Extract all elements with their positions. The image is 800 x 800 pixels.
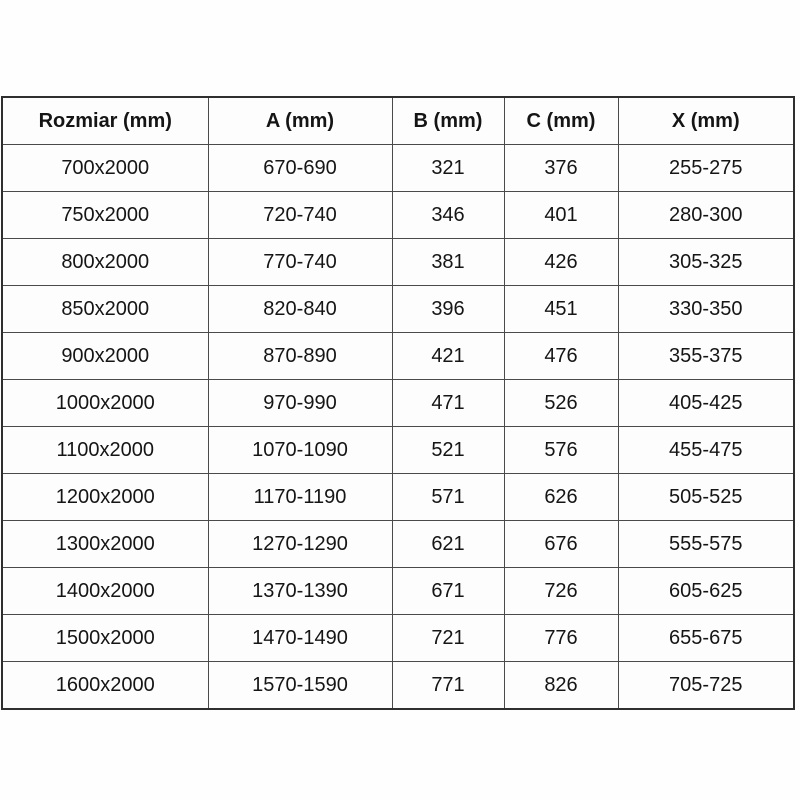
table-row: [2, 427, 794, 474]
table-body: [2, 145, 794, 710]
table-cell: 700x2000: [2, 145, 208, 192]
table-cell: 726: [504, 568, 618, 615]
table-cell: 321: [392, 145, 504, 192]
table-row: [2, 662, 794, 710]
table-cell: 1600x2000: [2, 662, 208, 710]
table-cell: 421: [392, 333, 504, 380]
table-cell: 451: [504, 286, 618, 333]
table-cell: 1200x2000: [2, 474, 208, 521]
table-cell: 405-425: [618, 380, 794, 427]
table-cell: 346: [392, 192, 504, 239]
table-cell: 555-575: [618, 521, 794, 568]
table-cell: 526: [504, 380, 618, 427]
table-row: [2, 145, 794, 192]
table-row: [2, 521, 794, 568]
table-cell: 571: [392, 474, 504, 521]
table-cell: 721: [392, 615, 504, 662]
table-cell: 900x2000: [2, 333, 208, 380]
table-row: [2, 333, 794, 380]
table-cell: 770-740: [208, 239, 392, 286]
dimensions-table: [1, 96, 795, 710]
table-cell: 521: [392, 427, 504, 474]
table-cell: 720-740: [208, 192, 392, 239]
table-cell: 1300x2000: [2, 521, 208, 568]
table-cell: 676: [504, 521, 618, 568]
table-cell: 705-725: [618, 662, 794, 710]
table-cell: 1170-1190: [208, 474, 392, 521]
table-cell: 1470-1490: [208, 615, 392, 662]
table-cell: 870-890: [208, 333, 392, 380]
table-cell: 1500x2000: [2, 615, 208, 662]
table-cell: 396: [392, 286, 504, 333]
header-row: [2, 97, 794, 145]
table-cell: 401: [504, 192, 618, 239]
column-header: X (mm): [618, 97, 794, 145]
table-cell: 771: [392, 662, 504, 710]
table-cell: 820-840: [208, 286, 392, 333]
table-row: [2, 615, 794, 662]
table-row: [2, 286, 794, 333]
table-cell: 330-350: [618, 286, 794, 333]
table-cell: 655-675: [618, 615, 794, 662]
table-row: [2, 474, 794, 521]
table-cell: 1270-1290: [208, 521, 392, 568]
table-cell: 970-990: [208, 380, 392, 427]
table-cell: 670-690: [208, 145, 392, 192]
table-row: [2, 380, 794, 427]
table-cell: 305-325: [618, 239, 794, 286]
table-cell: 455-475: [618, 427, 794, 474]
table-cell: 626: [504, 474, 618, 521]
table-cell: 280-300: [618, 192, 794, 239]
table-cell: 1400x2000: [2, 568, 208, 615]
table-cell: 476: [504, 333, 618, 380]
column-header: A (mm): [208, 97, 392, 145]
table-cell: 850x2000: [2, 286, 208, 333]
table-cell: 1100x2000: [2, 427, 208, 474]
table-cell: 1070-1090: [208, 427, 392, 474]
table-row: [2, 239, 794, 286]
table-cell: 671: [392, 568, 504, 615]
table-cell: 776: [504, 615, 618, 662]
table-cell: 750x2000: [2, 192, 208, 239]
table-cell: 1000x2000: [2, 380, 208, 427]
table-cell: 800x2000: [2, 239, 208, 286]
column-header: C (mm): [504, 97, 618, 145]
table-cell: 826: [504, 662, 618, 710]
table-cell: 1370-1390: [208, 568, 392, 615]
table-cell: 505-525: [618, 474, 794, 521]
table-cell: 576: [504, 427, 618, 474]
column-header: Rozmiar (mm): [2, 97, 208, 145]
table-cell: 621: [392, 521, 504, 568]
table-row: [2, 568, 794, 615]
column-header: B (mm): [392, 97, 504, 145]
table-cell: 376: [504, 145, 618, 192]
table-cell: 605-625: [618, 568, 794, 615]
table-row: [2, 192, 794, 239]
table-cell: 1570-1590: [208, 662, 392, 710]
table-cell: 355-375: [618, 333, 794, 380]
table-cell: 381: [392, 239, 504, 286]
table-cell: 255-275: [618, 145, 794, 192]
table-cell: 426: [504, 239, 618, 286]
table-cell: 471: [392, 380, 504, 427]
